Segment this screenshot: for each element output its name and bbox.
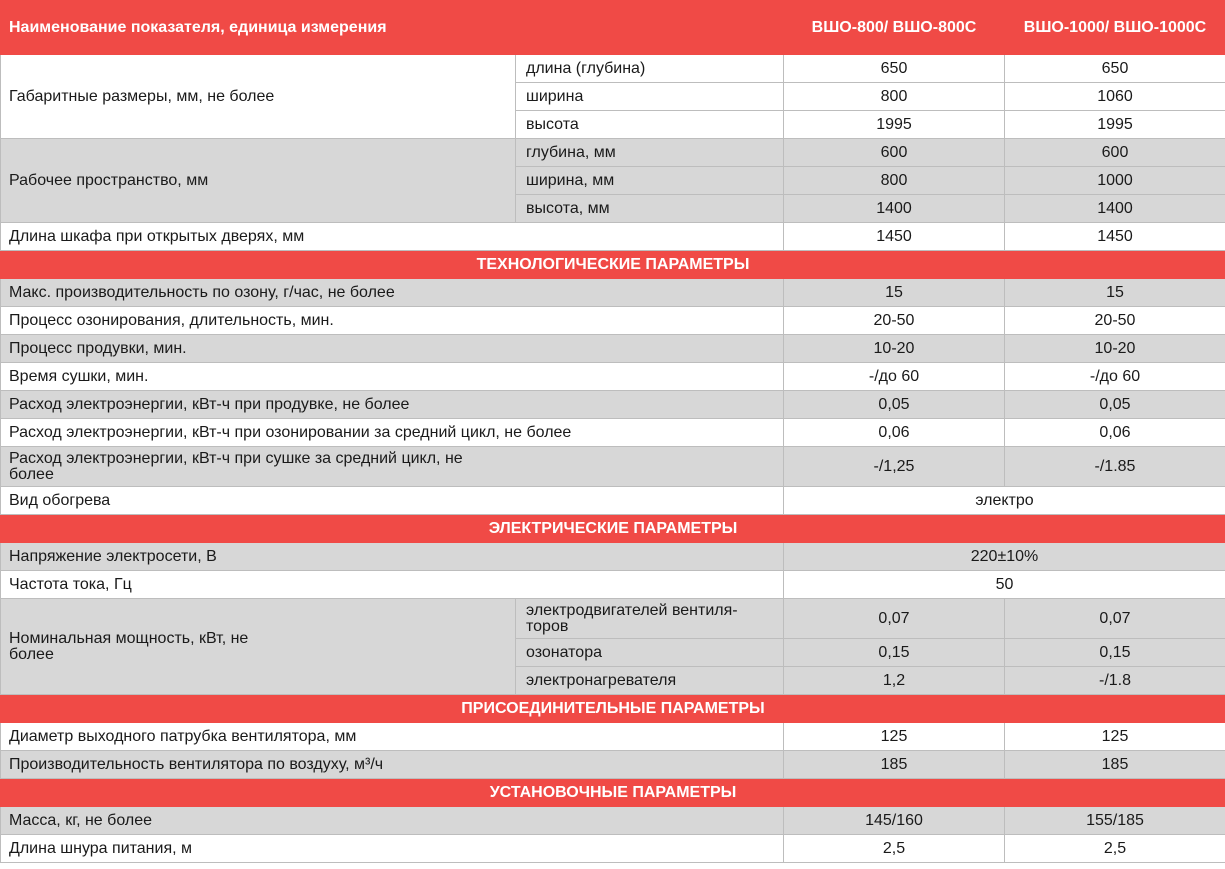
table-row (1, 487, 1225, 515)
workspace-sub: ширина, мм (516, 167, 784, 195)
table-row (1, 391, 1225, 419)
value-b: 1000 (1005, 167, 1225, 195)
table-row (1, 807, 1225, 835)
value-b: 1450 (1005, 223, 1225, 251)
value-a: 145/160 (784, 807, 1005, 835)
workspace-label: Рабочее пространство, мм (1, 139, 516, 223)
table-row (1, 223, 1225, 251)
door-length-label: Длина шкафа при открытых дверях, мм (1, 223, 784, 251)
value-a: 1450 (784, 223, 1005, 251)
row-label: Диаметр выходного патрубка вентилятора, мм (1, 723, 784, 751)
row-label: Время сушки, мин. (1, 363, 784, 391)
table-row (1, 447, 1225, 487)
value-b: -/1.85 (1005, 447, 1225, 487)
section-title-tech: ТЕХНОЛОГИЧЕСКИЕ ПАРАМЕТРЫ (1, 251, 1225, 279)
section-title-connection: ПРИСОЕДИНИТЕЛЬНЫЕ ПАРАМЕТРЫ (1, 695, 1225, 723)
value-a: 10-20 (784, 335, 1005, 363)
row-label: Масса, кг, не более (1, 807, 784, 835)
value-b: 600 (1005, 139, 1225, 167)
value-b: 125 (1005, 723, 1225, 751)
heating-value: электро (784, 487, 1225, 515)
row-label: Производительность вентилятора по воздуху, м³/ч (1, 751, 784, 779)
table-row (1, 279, 1225, 307)
row-label: Макс. производительность по озону, г/час, не более (1, 279, 784, 307)
value-a: 600 (784, 139, 1005, 167)
value-a: -/до 60 (784, 363, 1005, 391)
table-row (1, 571, 1225, 599)
value-a: 0,06 (784, 419, 1005, 447)
header-model-b: ВШО-1000/ ВШО-1000С (1005, 1, 1225, 55)
value-b: 15 (1005, 279, 1225, 307)
row-label: Расход электроэнергии, кВт-ч при озонировании за средний цикл, не более (1, 419, 784, 447)
value-a: 1995 (784, 111, 1005, 139)
dimensions-sub: ширина (516, 83, 784, 111)
value-a: 650 (784, 55, 1005, 83)
value-a: 0,15 (784, 639, 1005, 667)
value-b: 0,06 (1005, 419, 1225, 447)
power-label-text: Номинальная мощность, кВт, не более (9, 629, 249, 663)
value-b: 10-20 (1005, 335, 1225, 363)
value-b: -/1.8 (1005, 667, 1225, 695)
value-b: 185 (1005, 751, 1225, 779)
voltage-label: Напряжение электросети, В (1, 543, 784, 571)
table-row (1, 723, 1225, 751)
power-label (1, 599, 516, 695)
power-sub (516, 599, 784, 639)
table-row (1, 751, 1225, 779)
row-label (1, 447, 784, 487)
value-a: 1400 (784, 195, 1005, 223)
section-header (1, 695, 1225, 723)
table-row (1, 55, 1225, 83)
row-label: Процесс продувки, мин. (1, 335, 784, 363)
section-header (1, 779, 1225, 807)
value-a: 15 (784, 279, 1005, 307)
row-label: Процесс озонирования, длительность, мин. (1, 307, 784, 335)
table-row (1, 363, 1225, 391)
header-name-col: Наименование показателя, единица измерения (1, 1, 784, 55)
dimensions-sub: высота (516, 111, 784, 139)
power-sub: электронагревателя (516, 667, 784, 695)
value-b: 20-50 (1005, 307, 1225, 335)
value-b: -/до 60 (1005, 363, 1225, 391)
value-b: 0,05 (1005, 391, 1225, 419)
dimensions-label: Габаритные размеры, мм, не более (1, 55, 516, 139)
value-a: 800 (784, 167, 1005, 195)
section-title-install: УСТАНОВОЧНЫЕ ПАРАМЕТРЫ (1, 779, 1225, 807)
row-label: Расход электроэнергии, кВт-ч при продувке, не более (1, 391, 784, 419)
heating-label: Вид обогрева (1, 487, 784, 515)
value-b: 0,15 (1005, 639, 1225, 667)
value-a: 1,2 (784, 667, 1005, 695)
table-row (1, 139, 1225, 167)
table-row (1, 599, 1225, 639)
voltage-value: 220±10% (784, 543, 1225, 571)
table-row (1, 307, 1225, 335)
section-header (1, 515, 1225, 543)
value-b: 650 (1005, 55, 1225, 83)
row-label-text: Расход электроэнергии, кВт-ч при сушке за средний цикл, не более (9, 449, 463, 483)
value-a: 185 (784, 751, 1005, 779)
value-b: 2,5 (1005, 835, 1225, 863)
header-model-a: ВШО-800/ ВШО-800С (784, 1, 1005, 55)
value-b: 1995 (1005, 111, 1225, 139)
value-b: 0,07 (1005, 599, 1225, 639)
frequency-value: 50 (784, 571, 1225, 599)
value-a: -/1,25 (784, 447, 1005, 487)
row-label: Длина шнура питания, м (1, 835, 784, 863)
value-a: 0,07 (784, 599, 1005, 639)
value-b: 1400 (1005, 195, 1225, 223)
frequency-label: Частота тока, Гц (1, 571, 784, 599)
dimensions-sub: длина (глубина) (516, 55, 784, 83)
value-a: 125 (784, 723, 1005, 751)
workspace-sub: глубина, мм (516, 139, 784, 167)
value-a: 20-50 (784, 307, 1005, 335)
value-a: 800 (784, 83, 1005, 111)
workspace-sub: высота, мм (516, 195, 784, 223)
table-row (1, 835, 1225, 863)
value-a: 2,5 (784, 835, 1005, 863)
value-b: 155/185 (1005, 807, 1225, 835)
power-sub: озонатора (516, 639, 784, 667)
section-header (1, 251, 1225, 279)
table-row (1, 335, 1225, 363)
table-row (1, 419, 1225, 447)
value-a: 0,05 (784, 391, 1005, 419)
table-row (1, 543, 1225, 571)
section-title-electric: ЭЛЕКТРИЧЕСКИЕ ПАРАМЕТРЫ (1, 515, 1225, 543)
header-row (1, 1, 1225, 55)
value-b: 1060 (1005, 83, 1225, 111)
power-sub-text: электродвигателей вентиля-торов (526, 601, 738, 635)
